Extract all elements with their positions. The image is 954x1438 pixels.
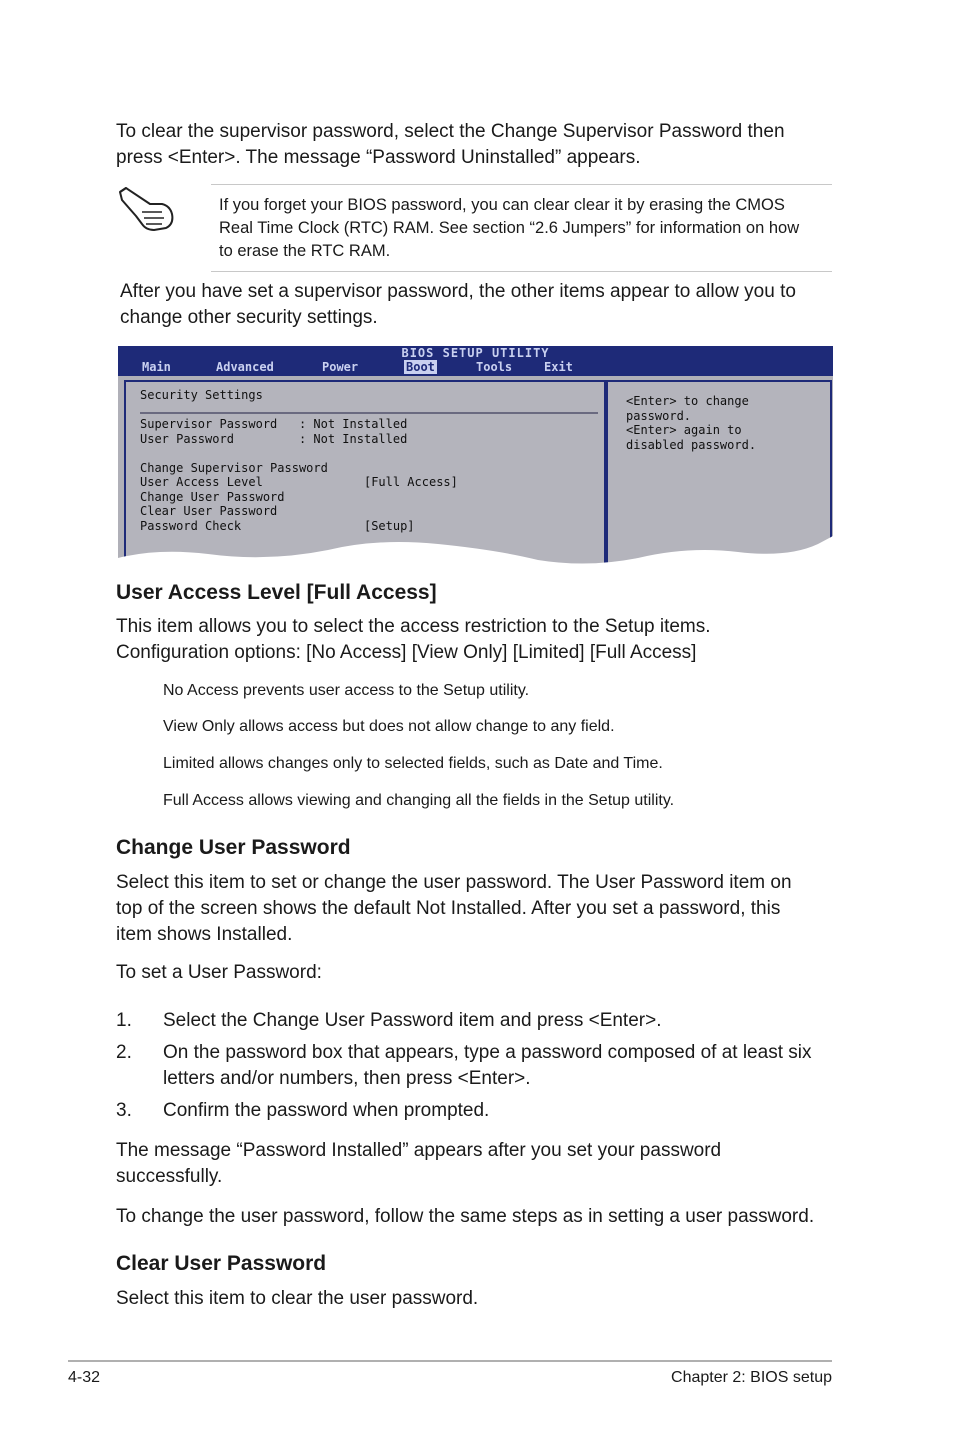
bios-row: Password Check [Setup] <box>140 518 415 533</box>
intro-paragraph-line-2: press <Enter>. The message “Password Uninstalled” appears. <box>116 147 641 168</box>
step-number: 3. <box>116 1100 132 1121</box>
step-2-text-line-1: On the password box that appears, type a password composed of at least six <box>163 1042 812 1063</box>
bios-menu-main: Main <box>142 360 171 374</box>
bios-help-line: <Enter> to change <box>626 394 749 408</box>
change-password-note: To change the user password, follow the same steps as in setting a user password. <box>116 1206 815 1227</box>
step-2-text-line-2: letters and/or numbers, then press <Enter>. <box>163 1068 531 1089</box>
step-3-text: Confirm the password when prompted. <box>163 1100 490 1121</box>
section1-line-2: Configuration options: [No Access] [View Only] [Limited] [Full Access] <box>116 642 697 663</box>
heading-change-user-password: Change User Password <box>116 836 351 859</box>
bios-title: BIOS SETUP UTILITY <box>401 346 550 360</box>
bios-help-line: password. <box>626 408 692 423</box>
set-password-intro: To set a User Password: <box>116 962 322 983</box>
bios-help-line: disabled password. <box>626 437 757 452</box>
section2-line-2: top of the screen shows the default Not Installed. After you set a password, this <box>116 898 781 919</box>
heading-clear-user-password: Clear User Password <box>116 1252 327 1275</box>
bios-help-line: <Enter> again to <box>626 423 742 437</box>
note-line-1: If you forget your BIOS password, you can clear clear it by erasing the CMOS <box>219 196 785 214</box>
bios-menu-power: Power <box>322 360 359 374</box>
step-1-text: Select the Change User Password item and press <Enter>. <box>163 1010 662 1031</box>
option-no-access: No Access prevents user access to the Setup utility. <box>163 682 530 699</box>
installed-message-line-1: The message “Password Installed” appears after you set your password <box>116 1140 722 1161</box>
step-number: 1. <box>116 1010 132 1031</box>
torn-edge <box>118 534 833 568</box>
step-number: 2. <box>116 1042 132 1063</box>
bios-menu-advanced: Advanced <box>216 360 274 374</box>
bios-row: Change Supervisor Password <box>140 460 328 475</box>
footer-divider <box>68 1360 832 1362</box>
section3-text: Select this item to clear the user password. <box>116 1288 479 1309</box>
bios-row: Change User Password <box>140 489 285 504</box>
option-view-only: View Only allows access but does not allow change to any field. <box>163 718 615 735</box>
bios-menu-tools: Tools <box>476 360 513 374</box>
intro-paragraph-line-1: To clear the supervisor password, select the Change Supervisor Password then <box>116 121 785 142</box>
bios-header-bar <box>118 346 833 376</box>
bios-row: Supervisor Password : Not Installed <box>140 417 408 431</box>
pointing-hand-icon <box>116 184 178 232</box>
bios-row: User Access Level [Full Access] <box>140 475 458 489</box>
chapter-title: Chapter 2: BIOS setup <box>671 1369 832 1386</box>
note-box <box>211 184 832 272</box>
after-paragraph-line-2: change other security settings. <box>120 307 378 328</box>
option-full-access: Full Access allows viewing and changing all the fields in the Setup utility. <box>163 792 675 809</box>
bios-separator <box>140 412 598 414</box>
page-number: 4-32 <box>68 1369 101 1386</box>
section1-line-1: This item allows you to select the access restriction to the Setup items. <box>116 616 711 637</box>
installed-message-line-2: successfully. <box>116 1166 223 1187</box>
after-paragraph-line-1: After you have set a supervisor password, the other items appear to allow you to <box>120 281 796 302</box>
option-limited: Limited allows changes only to selected fields, such as Date and Time. <box>163 755 663 772</box>
bios-menu-exit: Exit <box>544 360 573 374</box>
section2-line-1: Select this item to set or change the user password. The User Password item on <box>116 872 792 893</box>
bios-menu-bar <box>118 360 833 374</box>
bios-menu-boot: Boot <box>406 360 435 374</box>
heading-user-access-level: User Access Level [Full Access] <box>116 581 437 604</box>
bios-row: Clear User Password <box>140 504 278 518</box>
note-line-3: to erase the RTC RAM. <box>219 242 391 260</box>
note-text <box>219 194 834 263</box>
bios-screenshot <box>118 346 833 568</box>
section2-line-3: item shows Installed. <box>116 924 293 945</box>
bios-section-title: Security Settings <box>140 388 263 402</box>
bios-row: User Password : Not Installed <box>140 431 408 446</box>
note-line-2: Real Time Clock (RTC) RAM. See section “2.6 Jumpers” for information on how <box>219 219 800 237</box>
